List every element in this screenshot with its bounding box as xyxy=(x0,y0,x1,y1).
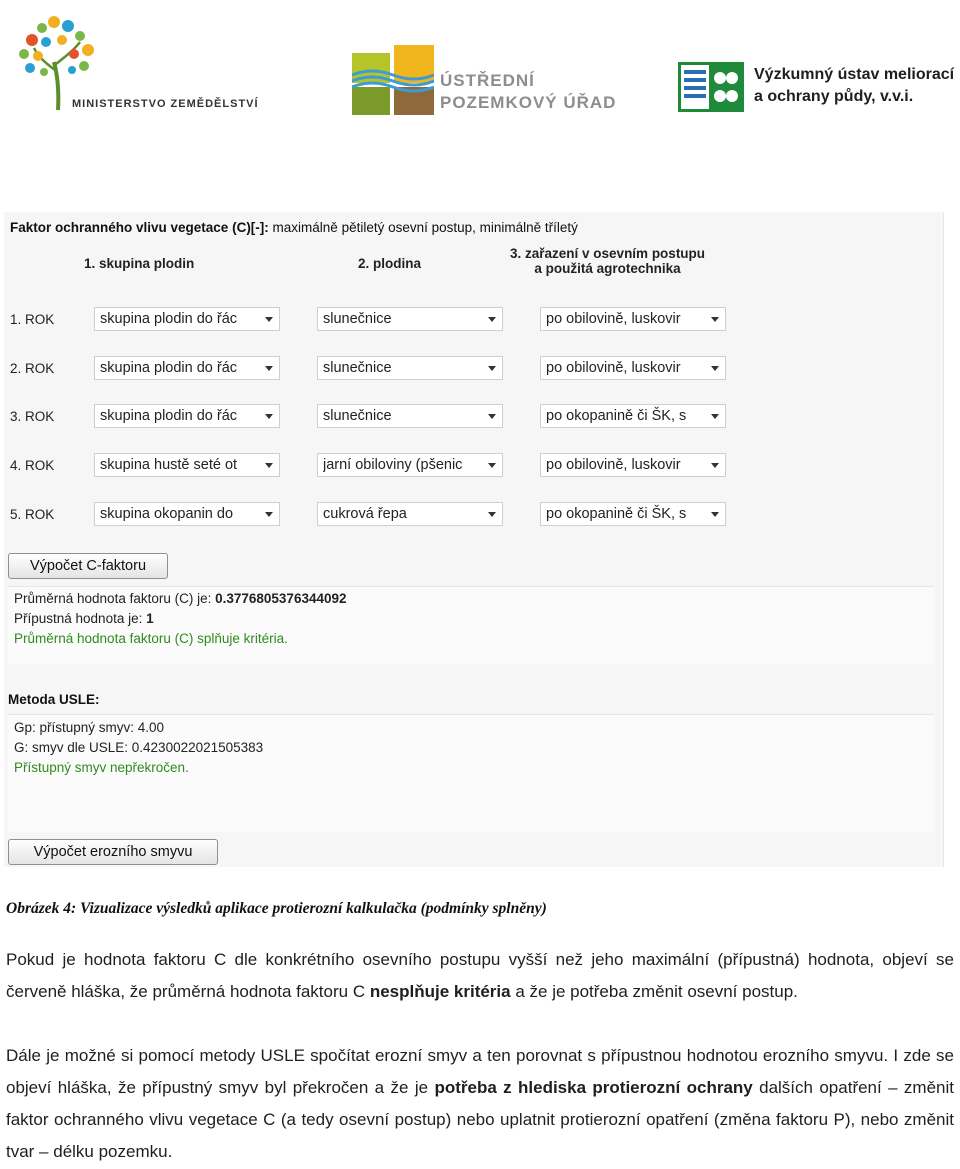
placement-select-year-5[interactable] xyxy=(540,502,726,526)
crop-group-value: skupina okopanin do xyxy=(100,506,234,522)
usle-heading: Metoda USLE: xyxy=(8,692,100,707)
caret-down-icon xyxy=(265,463,273,468)
paragraph-usle xyxy=(6,1040,954,1168)
placement-select-year-1[interactable] xyxy=(540,307,726,331)
landscape-icon xyxy=(352,45,434,115)
usle-erosion-line: G: smyv dle USLE: 0.4230022021505383 xyxy=(14,740,264,755)
crop-value: cukrová řepa xyxy=(323,506,407,522)
paragraph-c-factor xyxy=(6,944,954,1008)
paragraph-emphasis: potřeba z hlediska protierozní ochrany xyxy=(434,1078,753,1097)
column-header-crop-group: 1. skupina plodin xyxy=(84,256,195,271)
crop-select-year-3[interactable] xyxy=(317,404,503,428)
crop-group-select-year-3[interactable] xyxy=(94,404,280,428)
crop-group-select-year-5[interactable] xyxy=(94,502,280,526)
c-allowed-line xyxy=(14,611,154,626)
crop-group-value: skupina plodin do řác xyxy=(100,408,238,424)
usle-results xyxy=(8,714,934,832)
caret-down-icon xyxy=(488,512,496,517)
crop-select-year-5[interactable] xyxy=(317,502,503,526)
placement-select-year-3[interactable] xyxy=(540,404,726,428)
caret-down-icon xyxy=(711,317,719,322)
panel-title-rest: maximálně pětiletý osevní postup, minimálně tříletý xyxy=(268,220,578,235)
crop-group-value: skupina plodin do řác xyxy=(100,360,238,376)
crop-group-value: skupina plodin do řác xyxy=(100,311,238,327)
c-factor-ok-message: Průměrná hodnota faktoru (C) splňuje kritéria. xyxy=(14,631,288,646)
vumop-logo xyxy=(678,62,960,114)
paragraph-emphasis: nesplňuje kritéria xyxy=(369,982,511,1001)
caret-down-icon xyxy=(488,463,496,468)
caret-down-icon xyxy=(711,414,719,419)
caret-down-icon xyxy=(488,317,496,322)
placement-select-year-4[interactable] xyxy=(540,453,726,477)
caret-down-icon xyxy=(711,366,719,371)
placement-select-year-2[interactable] xyxy=(540,356,726,380)
c-average-label: Průměrná hodnota faktoru (C) je: xyxy=(14,591,216,606)
crop-value: jarní obiloviny (pšenic xyxy=(323,457,463,473)
c-allowed-value: 1 xyxy=(146,611,154,626)
crop-value: slunečnice xyxy=(323,408,392,424)
calculate-erosion-button[interactable]: Výpočet erozního smyvu xyxy=(8,839,218,865)
logo-bar xyxy=(0,0,960,130)
crop-select-year-1[interactable] xyxy=(317,307,503,331)
caret-down-icon xyxy=(265,317,273,322)
row-label-year-3: 3. ROK xyxy=(10,409,55,424)
panel-title xyxy=(10,220,578,235)
caret-down-icon xyxy=(711,463,719,468)
caret-down-icon xyxy=(265,366,273,371)
crop-group-select-year-1[interactable] xyxy=(94,307,280,331)
c-average-line xyxy=(14,591,347,606)
paragraph-text: a že je potřeba změnit osevní postup. xyxy=(510,982,798,1001)
vumop-logo-text-2: a ochrany půdy, v.v.i. xyxy=(754,88,914,105)
row-label-year-2: 2. ROK xyxy=(10,361,55,376)
crop-group-value: skupina hustě seté ot xyxy=(100,457,238,473)
column-header-placement xyxy=(510,246,705,276)
caret-down-icon xyxy=(488,414,496,419)
panel-title-bold: Faktor ochranného vlivu vegetace (C)[-]: xyxy=(10,220,269,235)
crop-value: slunečnice xyxy=(323,360,392,376)
placement-value: po obilovině, luskovir xyxy=(546,457,681,473)
placement-value: po obilovině, luskovir xyxy=(546,311,681,327)
row-label-year-4: 4. ROK xyxy=(10,458,55,473)
crop-value: slunečnice xyxy=(323,311,392,327)
paragraph-text: Pokud je hodnota faktoru C dle konkrétního osevního postupu vyšší než jeho maximální (přípustná) hodnota, objeví se červeně hláška, že průměrná hodnota faktoru C xyxy=(6,950,954,1001)
crop-group-select-year-4[interactable] xyxy=(94,453,280,477)
c-factor-results xyxy=(8,586,934,664)
paragraph-text: Dále je možné si pomocí metody USLE spočítat erozní smyv a ten porovnat s přípustnou hodnotou erozního smyvu. I zde se objeví hláška, že přípustný smyv byl překročen a že je xyxy=(6,1046,954,1097)
caret-down-icon xyxy=(265,414,273,419)
vumop-logo-text-1: Výzkumný ústav meliorací xyxy=(754,66,955,83)
crop-select-year-2[interactable] xyxy=(317,356,503,380)
caret-down-icon xyxy=(265,512,273,517)
row-label-year-1: 1. ROK xyxy=(10,312,55,327)
c-average-value: 0.3776805376344092 xyxy=(215,591,347,606)
column-header-placement-line1: 3. zařazení v osevním postupu xyxy=(510,246,706,261)
state-land-office-logo xyxy=(352,45,617,117)
row-label-year-5: 5. ROK xyxy=(10,507,55,522)
soil-institute-icon xyxy=(678,62,744,112)
allowed-erosion-line: Gp: přístupný smyv: 4.00 xyxy=(14,720,165,735)
placement-value: po okopanině či ŠK, s xyxy=(546,506,687,522)
crop-group-select-year-2[interactable] xyxy=(94,356,280,380)
column-header-placement-line2: a použitá agrotechnika xyxy=(534,261,681,276)
calculator-panel xyxy=(4,212,944,867)
tree-icon xyxy=(14,12,104,112)
crop-select-year-4[interactable] xyxy=(317,453,503,477)
caret-down-icon xyxy=(711,512,719,517)
column-header-crop: 2. plodina xyxy=(358,256,422,271)
spu-logo-text-1: ÚSTŘEDNÍ xyxy=(440,71,535,90)
calculate-c-factor-button[interactable]: Výpočet C-faktoru xyxy=(8,553,168,579)
placement-value: po obilovině, luskovir xyxy=(546,360,681,376)
c-allowed-label: Přípustná hodnota je: xyxy=(14,611,147,626)
paragraph-text: dalších opatření – změnit faktor ochranného vlivu vegetace C (a tedy osevní postup) nebo uplatnit protierozní opatření (změna faktoru P), nebo změnit tvar – délku pozemku. xyxy=(6,1078,954,1161)
ministry-logo-text: MINISTERSTVO ZEMĚDĚLSTVÍ xyxy=(72,98,259,110)
usle-ok-message: Přístupný smyv nepřekročen. xyxy=(14,760,189,775)
figure-caption: Obrázek 4: Vizualizace výsledků aplikace protierozní kalkulačka (podmínky splněny) xyxy=(6,900,547,917)
ministry-of-agriculture-logo xyxy=(10,10,260,115)
spu-logo-text-2: POZEMKOVÝ ÚŘAD xyxy=(440,93,617,112)
caret-down-icon xyxy=(488,366,496,371)
placement-value: po okopanině či ŠK, s xyxy=(546,408,687,424)
